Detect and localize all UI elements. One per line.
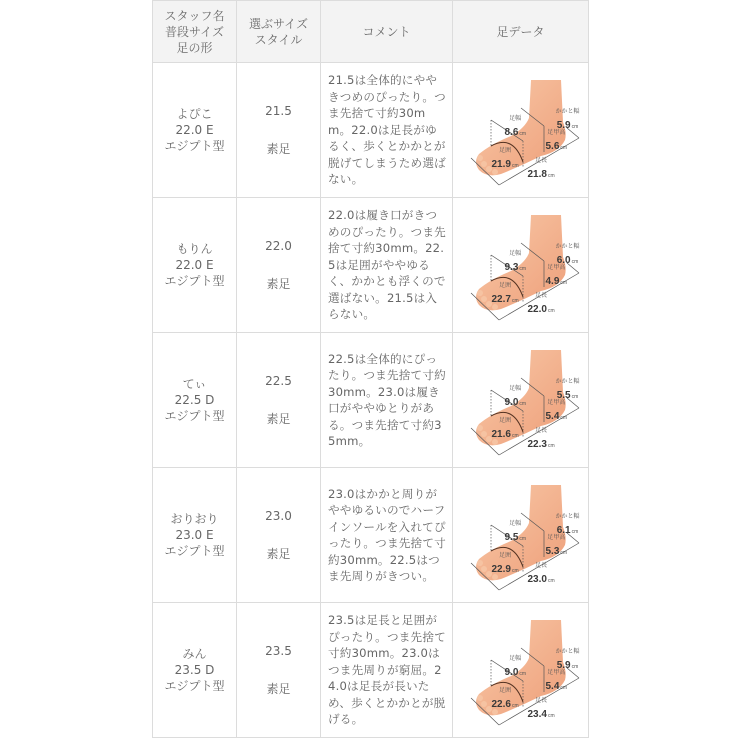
chosen-size-cell — [237, 468, 321, 603]
foot-width-label: 足幅 9.5cm — [504, 521, 527, 543]
style: 素足 — [266, 412, 291, 426]
foot-length-label: 足長 23.4cm — [527, 698, 555, 720]
chosen-size-cell — [237, 603, 321, 738]
usual-size: 22.0 E — [175, 123, 214, 137]
table-header-row — [153, 1, 589, 63]
foot-diagram — [461, 70, 581, 190]
foot-shape: エジプト型 — [164, 274, 225, 288]
usual-size: 22.0 E — [175, 258, 214, 272]
instep-height-label: 足甲高 5.4cm — [545, 670, 568, 692]
foot-diagram — [461, 205, 581, 325]
style: 素足 — [266, 682, 291, 696]
instep-height-label: 足甲高 4.9cm — [545, 265, 568, 287]
foot-data-cell — [453, 333, 589, 468]
comment-cell: 23.5は足長と足囲がぴったり。つま先捨て寸約30mm。23.0はつま先周りが窮屈。24.0は足長が長いため、歩くとかかとが脱げる。 — [321, 603, 453, 738]
header-comment: コメント — [321, 1, 453, 63]
foot-girth-label: 足囲 22.7cm — [491, 283, 519, 305]
heel-width-label: かかと幅 5.5cm — [555, 379, 580, 401]
foot-data-cell — [453, 468, 589, 603]
foot-length-label: 足長 22.3cm — [527, 428, 555, 450]
chosen-size: 21.5 — [265, 104, 292, 118]
table-row — [153, 333, 589, 468]
chosen-size: 22.0 — [265, 239, 292, 253]
staff-cell — [153, 198, 237, 333]
heel-width-label: かかと幅 5.9cm — [555, 649, 580, 671]
staff-cell — [153, 468, 237, 603]
foot-shape: エジプト型 — [164, 679, 225, 693]
chosen-size-cell — [237, 63, 321, 198]
usual-size: 23.0 E — [175, 528, 214, 542]
instep-height-label: 足甲高 5.6cm — [545, 130, 568, 152]
foot-length-label: 足長 23.0cm — [527, 563, 555, 585]
foot-shape: エジプト型 — [164, 139, 225, 153]
header-staff-name: スタッフ名 — [164, 8, 225, 23]
comment-cell: 22.0は履き口がきつめのぴったり。つま先捨て寸約30mm。22.5は足囲がややゆるく、かかとも浮くので選ばない。21.5は入らない。 — [321, 198, 453, 333]
header-foot-shape: 足の形 — [176, 40, 213, 55]
staff-name: みん — [182, 647, 207, 661]
comment-cell: 23.0はかかと周りがややゆるいのでハーフインソールを入れてぴったり。つま先捨て寸約30mm。22.5はつま先周りがきつい。 — [321, 468, 453, 603]
table-row — [153, 468, 589, 603]
foot-shape: エジプト型 — [164, 544, 225, 558]
usual-size: 22.5 D — [174, 393, 215, 407]
staff-name: もりん — [176, 242, 213, 256]
heel-width-label: かかと幅 6.1cm — [555, 514, 580, 536]
foot-girth-label: 足囲 21.6cm — [491, 418, 519, 440]
chosen-size-cell — [237, 198, 321, 333]
staff-name: おりおり — [170, 512, 219, 526]
foot-width-label: 足幅 8.6cm — [504, 116, 527, 138]
style: 素足 — [266, 547, 291, 561]
foot-girth-label: 足囲 22.9cm — [491, 553, 519, 575]
foot-diagram — [461, 610, 581, 730]
chosen-size: 22.5 — [265, 374, 292, 388]
instep-height-label: 足甲高 5.3cm — [545, 535, 568, 557]
style: 素足 — [266, 277, 291, 291]
chosen-size: 23.5 — [265, 644, 292, 658]
table-row — [153, 63, 589, 198]
foot-diagram — [461, 475, 581, 595]
staff-cell — [153, 333, 237, 468]
foot-data-cell — [453, 603, 589, 738]
staff-size-table — [152, 0, 589, 738]
foot-data-cell — [453, 63, 589, 198]
header-style: スタイル — [254, 32, 303, 47]
header-chosen — [237, 1, 321, 63]
staff-name: よぴこ — [176, 107, 213, 121]
heel-width-label: かかと幅 5.9cm — [555, 109, 580, 131]
foot-width-label: 足幅 9.3cm — [504, 251, 527, 273]
chosen-size-cell — [237, 333, 321, 468]
staff-cell — [153, 63, 237, 198]
header-foot-data: 足データ — [453, 1, 589, 63]
style: 素足 — [266, 142, 291, 156]
foot-girth-label: 足囲 21.9cm — [491, 148, 519, 170]
foot-girth-label: 足囲 22.6cm — [491, 688, 519, 710]
foot-diagram — [461, 340, 581, 460]
foot-length-label: 足長 21.8cm — [527, 158, 555, 180]
foot-data-cell — [453, 198, 589, 333]
chosen-size: 23.0 — [265, 509, 292, 523]
foot-width-label: 足幅 9.0cm — [504, 386, 527, 408]
foot-length-label: 足長 22.0cm — [527, 293, 555, 315]
table-row — [153, 603, 589, 738]
comment-cell: 21.5は全体的にややきつめのぴったり。つま先捨て寸約30mm。22.0は足長がゆるく、歩くとかかとが脱げてしまうため選ばない。 — [321, 63, 453, 198]
usual-size: 23.5 D — [174, 663, 215, 677]
header-usual-size: 普段サイズ — [164, 24, 225, 39]
staff-name: てぃ — [182, 377, 207, 391]
foot-shape: エジプト型 — [164, 409, 225, 423]
heel-width-label: かかと幅 6.0cm — [555, 244, 580, 266]
instep-height-label: 足甲高 5.4cm — [545, 400, 568, 422]
table-row — [153, 198, 589, 333]
comment-cell: 22.5は全体的にぴったり。つま先捨て寸約30mm。23.0は履き口がややゆとりがある。つま先捨て寸約35mm。 — [321, 333, 453, 468]
foot-width-label: 足幅 9.0cm — [504, 656, 527, 678]
header-chosen-size: 選ぶサイズ — [248, 16, 309, 31]
staff-cell — [153, 603, 237, 738]
header-staff — [153, 1, 237, 63]
